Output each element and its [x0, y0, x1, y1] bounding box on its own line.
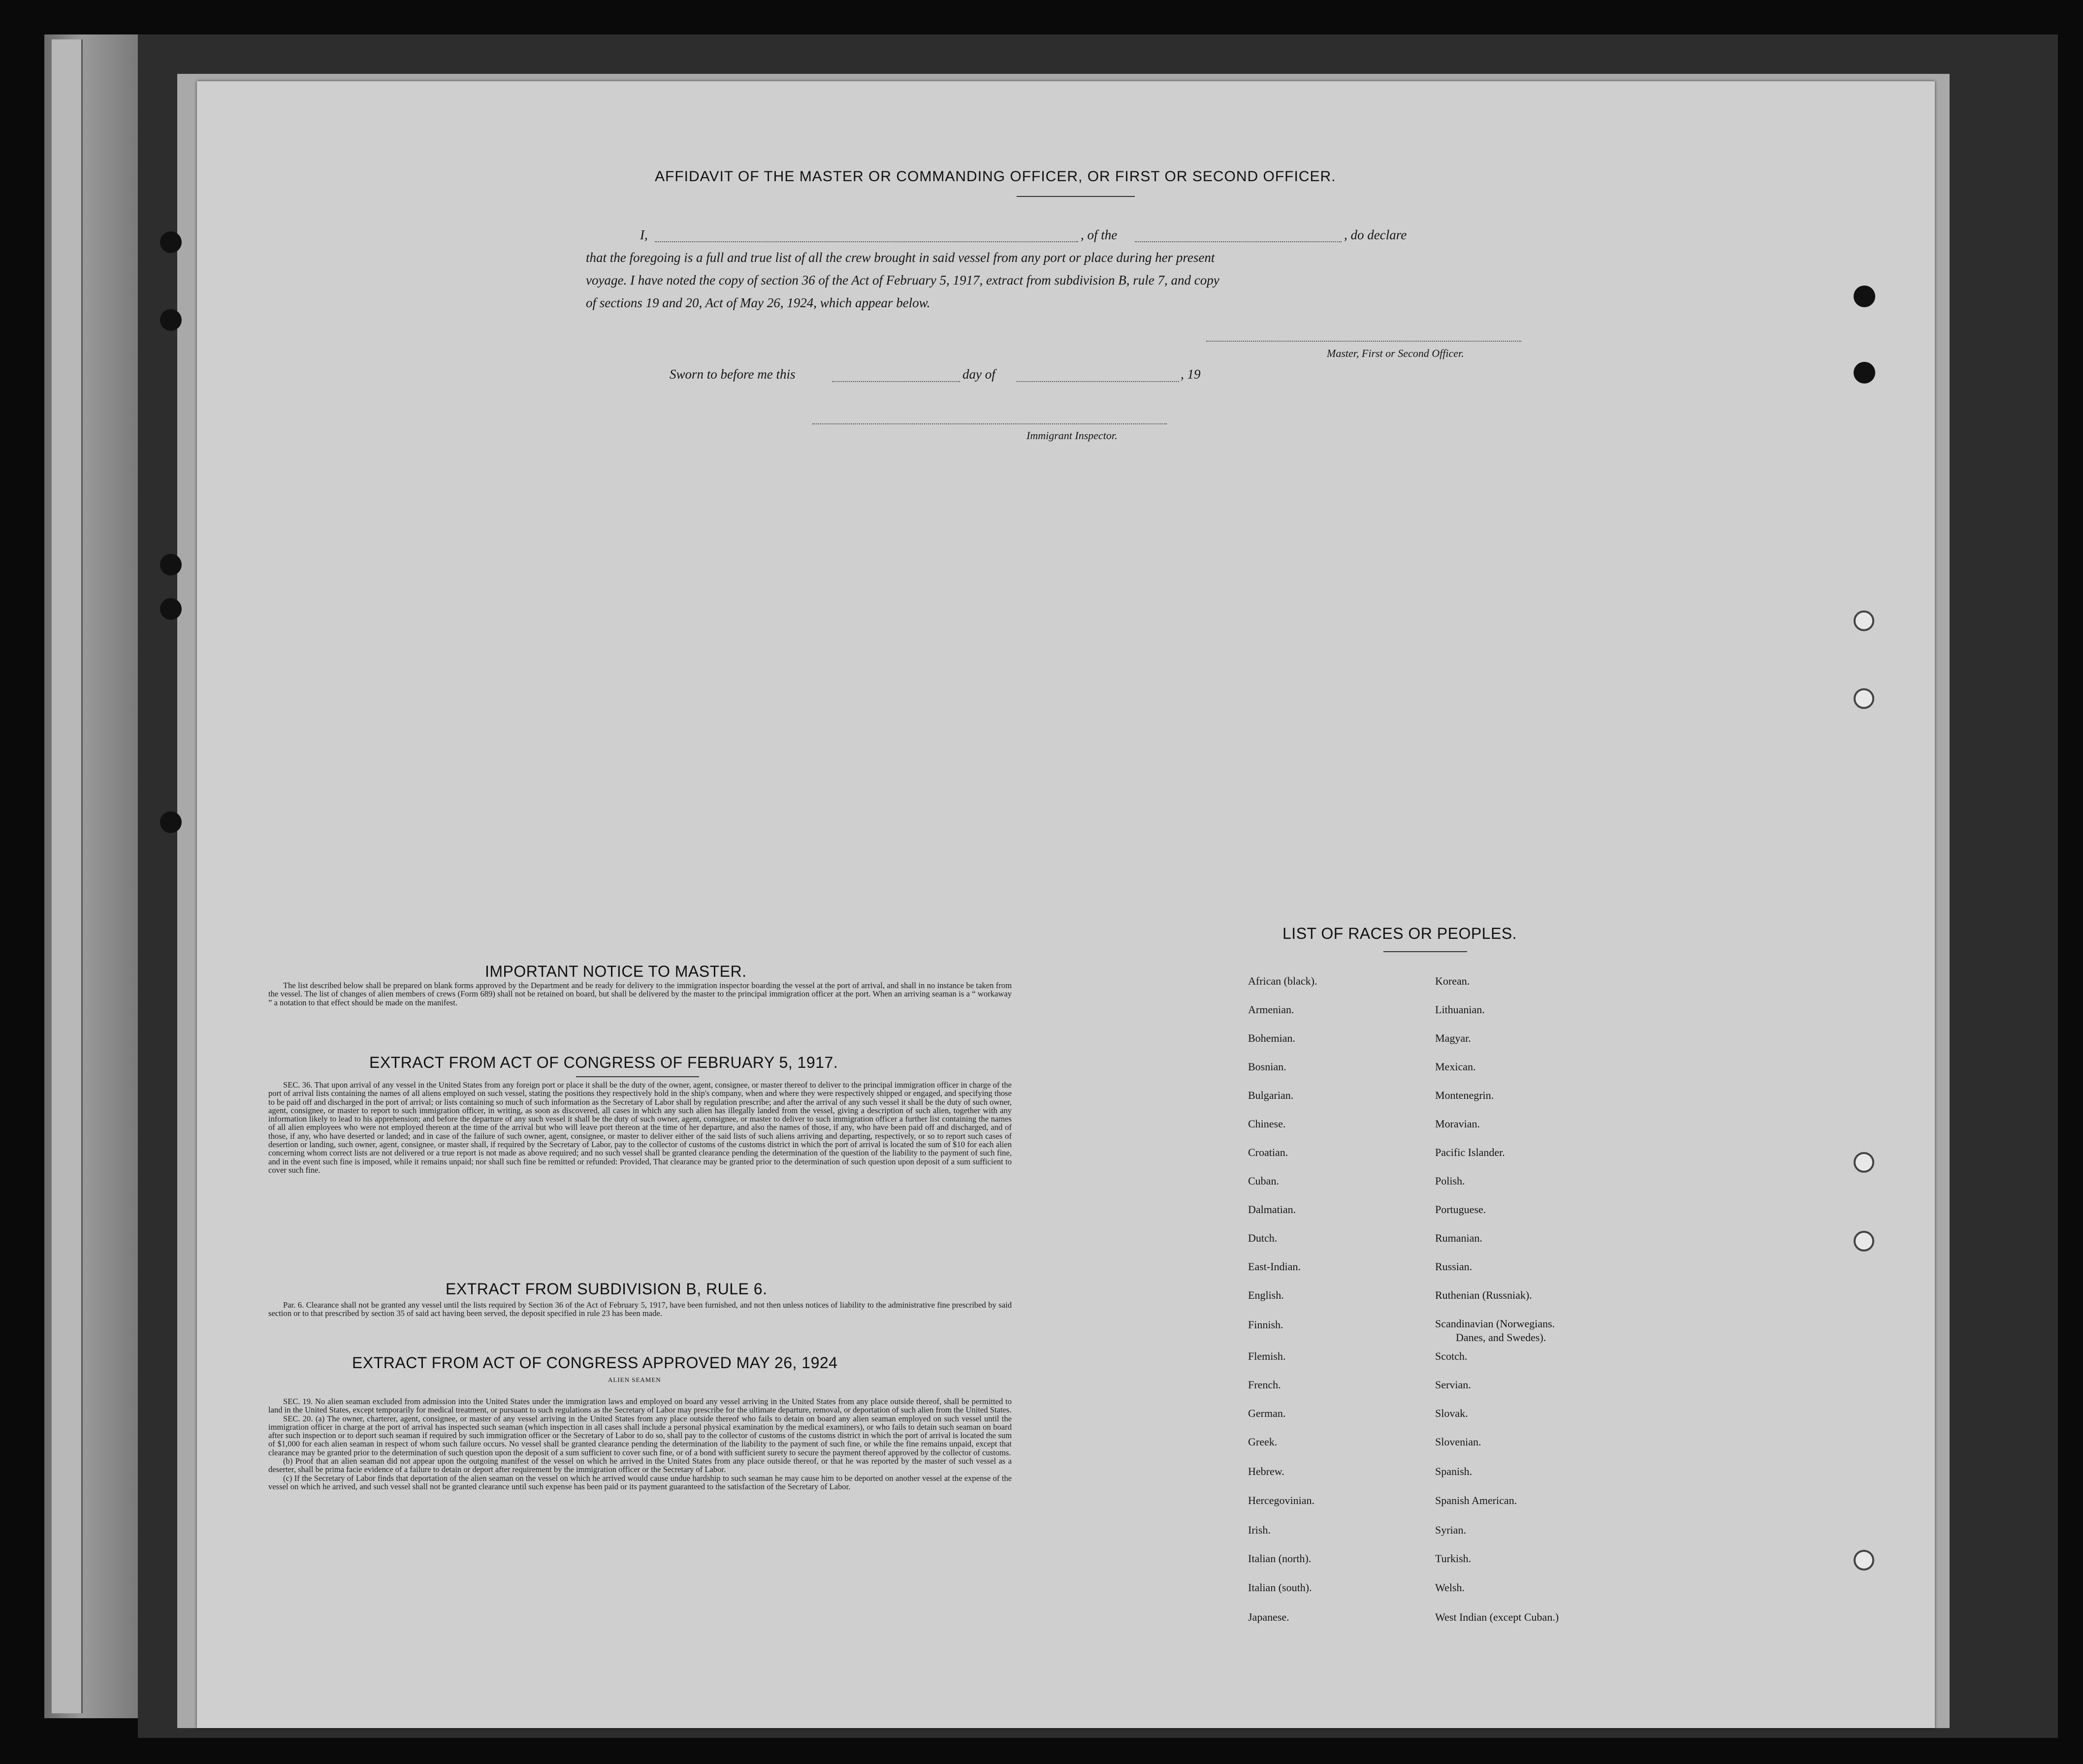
binder-hole	[160, 598, 182, 620]
notice-paragraph: The list described below shall be prepared on blank forms approved by the Department and be ready for delivery to the immigration inspector boarding the vessel at the port of arrival, and shall in no instance be taken from the vessel. The list of changes of alien members of crews (Form 689) shall not be retained on board, but shall be delivered by the master to the principal immigration officer at the port. When an arriving seaman is a “ workaway ” a notation to that effect should be made on the manifest.	[268, 981, 1012, 1007]
binder-hole	[1854, 1550, 1874, 1571]
race-item: Cuban.	[1248, 1175, 1279, 1187]
race-item: Dutch.	[1248, 1232, 1278, 1244]
race-item: Montenegrin.	[1435, 1089, 1494, 1101]
race-item: Pacific Islander.	[1435, 1146, 1505, 1158]
extract-1924-body	[268, 1397, 1012, 1491]
race-item: Slovak.	[1435, 1407, 1468, 1419]
race-item: West Indian (except Cuban.)	[1435, 1611, 1559, 1623]
race-item: Finnish.	[1248, 1318, 1283, 1331]
affidavit-declare: , do declare	[1344, 227, 1407, 242]
race-item: East-Indian.	[1248, 1260, 1301, 1273]
race-item: Spanish.	[1435, 1465, 1473, 1477]
extract-1917-rule	[576, 1076, 699, 1077]
master-caption: Master, First or Second Officer.	[1327, 347, 1464, 359]
race-item: Servian.	[1435, 1379, 1471, 1391]
race-item: Russian.	[1435, 1260, 1473, 1273]
race-item: Slovenian.	[1435, 1436, 1481, 1448]
race-item: Greek.	[1248, 1436, 1278, 1448]
sworn-day-fill-line	[832, 380, 960, 382]
binder-hole	[160, 811, 182, 833]
race-item: Scandinavian (Norwegians.	[1435, 1317, 1555, 1330]
race-item: Flemish.	[1248, 1350, 1286, 1362]
race-item: Bosnian.	[1248, 1060, 1286, 1073]
binder-hole	[1854, 1231, 1874, 1251]
inspector-caption: Immigrant Inspector.	[1026, 429, 1118, 442]
binder-hole	[160, 554, 182, 576]
race-item: Hercegovinian.	[1248, 1494, 1314, 1507]
race-item: Polish.	[1435, 1175, 1465, 1187]
binder-hole	[1854, 688, 1874, 709]
extract-rule6-body	[268, 1301, 1012, 1318]
race-item: Portuguese.	[1435, 1203, 1486, 1216]
race-item: Ruthenian (Russniak).	[1435, 1289, 1532, 1301]
alien-seamen-subhead: ALIEN SEAMEN	[608, 1376, 661, 1383]
race-item: Turkish.	[1435, 1552, 1472, 1565]
race-item: Spanish American.	[1435, 1494, 1517, 1507]
race-item: Irish.	[1248, 1524, 1271, 1536]
affidavit-line-2: that the foregoing is a full and true list of all the crew brought in said vessel from any port or place during her present	[586, 250, 1215, 265]
master-signature-line	[1206, 340, 1521, 342]
rule6-paragraph: Par. 6. Clearance shall not be granted any vessel until the lists required by Section 36 of the Act of February 5, 1917, have been furnished, and not then unless notices of liability to the administrative fine prescribed by said section or to that prescribed by section 35 of said act having been served, the deposit specified in rule 23 has been made.	[268, 1300, 1012, 1318]
race-item: German.	[1248, 1407, 1286, 1419]
extract-rule6-title: EXTRACT FROM SUBDIVISION B, RULE 6.	[446, 1280, 768, 1298]
sec19-paragraph: SEC. 19. No alien seaman excluded from admission into the United States under the immigration laws and employed on board any vessel arriving in the United States from any place outside thereof, shall be permitted to land in the United States, except temporarily for medical treatment, or pursuant to such regulations as the Secretary of Labor may prescribe for the ultimate departure, removal, or deportation of such alien from the United States.	[268, 1397, 1012, 1415]
race-item: French.	[1248, 1379, 1281, 1391]
binder-hole	[1854, 1152, 1874, 1173]
sworn-text: Sworn to before me this	[670, 367, 796, 382]
month-fill-line	[1017, 380, 1179, 382]
race-item: Rumanian.	[1435, 1232, 1482, 1244]
sec36-paragraph: SEC. 36. That upon arrival of any vessel in the United States from any foreign port or place it shall be the duty of the owner, agent, consignee, or master thereof to deliver to the principal immigration officer in charge of the port of arrival lists containing the names of all aliens employed on such vessel, stating the positions they respectively hold in the ship's company, when and where they were respectively shipped or engaged, and specifying those to be paid off and discharged in the port of arrival; or lists containing so much of such information as the Secretary of Labor shall by regulation prescribe; and after the arrival of any such vessel it shall be the duty of such owner, agent, consignee, or master to report to such immigration officer, in writing, as soon as discovered, all cases in which any such alien has illegally landed from the vessel, giving a description of such alien, together with any information likely to lead to his apprehension; and before the departure of any such vessel it shall be the duty of such owner, agent, consignee, or master to deliver to such immigration officer a further list containing the names of all alien employees who were not employed thereon at the time of the arrival but who will leave port thereon at the time of her departure, and also the names of those, if any, who have been paid off and discharged, and of those, if any, who have deserted or landed; and in case of the failure of such owner, agent, consignee, or master to deliver either of the said lists of such aliens arriving and departing, respectively, or so to report such cases of desertion or landing, such owner, agent, consignee, or master shall, if required by the Secretary of Labor, pay to the collector of customs of the customs district in which the port of arrival is located the sum of $10 for each alien concerning whom correct lists are not delivered or a true report is not made as above required; and no such vessel shall be granted clearance pending the determination of the question of the liability to the payment of such fine, and in the event such fine is imposed, while it remains unpaid; nor shall such fine be remitted or refunded: Provided, That clearance may be granted prior to the determination of such question upon deposit of a sum sufficient to cover such fine.	[268, 1080, 1012, 1175]
name-fill-line	[655, 240, 1078, 242]
sec20b-paragraph: (b) Proof that an alien seaman did not appear upon the outgoing manifest of the vessel on which he arrived in the United States from any place outside thereof, or that he was reported by the master of such vessel as a deserter, shall be prima facie evidence of a failure to detain or deport after requirement by the immigration officer or the Secretary of Labor.	[268, 1456, 1012, 1475]
race-item: Moravian.	[1435, 1118, 1480, 1130]
race-item: Chinese.	[1248, 1118, 1286, 1130]
affidavit-i: I,	[640, 227, 648, 242]
race-item: Magyar.	[1435, 1032, 1471, 1044]
affidavit-line-4: of sections 19 and 20, Act of May 26, 1924, which appear below.	[586, 295, 930, 310]
extract-1924-title: EXTRACT FROM ACT OF CONGRESS APPROVED MAY 26, 1924	[352, 1354, 838, 1372]
race-item: Croatian.	[1248, 1146, 1288, 1158]
affidavit-title: AFFIDAVIT OF THE MASTER OR COMMANDING OFFICER, OR FIRST OR SECOND OFFICER.	[655, 168, 1336, 185]
race-item: Syrian.	[1435, 1524, 1466, 1536]
binder-hole	[1854, 286, 1875, 307]
race-item: Lithuanian.	[1435, 1003, 1485, 1016]
binder-hole	[160, 309, 182, 331]
inspector-signature-line	[812, 422, 1167, 424]
race-item: Scotch.	[1435, 1350, 1468, 1362]
vessel-fill-line	[1135, 240, 1342, 242]
year-prefix: , 19	[1181, 367, 1201, 382]
race-item: Japanese.	[1248, 1611, 1289, 1623]
race-item: Bulgarian.	[1248, 1089, 1294, 1101]
races-title-rule	[1383, 951, 1467, 952]
extract-1917-body	[268, 1081, 1012, 1174]
race-item: African (black).	[1248, 975, 1317, 987]
extract-1917-title: EXTRACT FROM ACT OF CONGRESS OF FEBRUARY 5, 1917.	[369, 1054, 838, 1071]
affidavit-line-3: voyage. I have noted the copy of section 36 of the Act of February 5, 1917, extract from subdivision B, rule 7, and copy	[586, 273, 1219, 288]
binder-hole	[1854, 610, 1874, 631]
race-item: English.	[1248, 1289, 1284, 1301]
affidavit-of-the: , of the	[1081, 227, 1118, 242]
binder-hole	[160, 231, 182, 253]
binder-hole	[1854, 362, 1875, 384]
race-item: Hebrew.	[1248, 1465, 1284, 1477]
race-item: Bohemian.	[1248, 1032, 1295, 1044]
race-item: Welsh.	[1435, 1581, 1465, 1594]
race-item: Dalmatian.	[1248, 1203, 1296, 1216]
race-item: Mexican.	[1435, 1060, 1476, 1073]
sec20c-paragraph: (c) If the Secretary of Labor finds that deportation of the alien seaman on the vessel on which he arrived would cause undue hardship to such seaman he may cause him to be deported on another vessel at the expense of the vessel on which he arrived, and such vessel shall not be granted clearance until such expense has been paid or its payment guaranteed to the satisfaction of the Secretary of Labor.	[268, 1473, 1012, 1491]
race-item: Armenian.	[1248, 1003, 1294, 1016]
day-of-text: day of	[962, 367, 995, 382]
race-item: Italian (north).	[1248, 1552, 1312, 1565]
races-title: LIST OF RACES OR PEOPLES.	[1282, 925, 1517, 942]
sec20a-paragraph: SEC. 20. (a) The owner, charterer, agent, consignee, or master of any vessel arriving in the United States from any place outside thereof who fails to detain on board any alien seaman employed on such vessel until the immigration officer in charge at the port of arrival has inspected such seaman (which inspection in all cases shall include a personal physical examination by the medical examiners), or who fails to detain such seaman on board after such inspection or to deport such seaman if required by such immigration officer or the Secretary of Labor to do so, shall pay to the collector of customs of the customs district in which the port of arrival is located the sum of $1,000 for each alien seaman in respect of whom such failure occurs. No vessel shall be granted clearance pending the determination of the liability to the payment of such fine, or while the fine remains unpaid, except that clearance may be granted prior to the determination of such question upon the deposit of a sum sufficient to cover such fine, or of a bond with sufficient surety to secure the payment thereof approved by the collector of customs.	[268, 1413, 1012, 1457]
race-item: Danes, and Swedes).	[1456, 1331, 1546, 1344]
title-rule	[1017, 196, 1135, 197]
race-item: Italian (south).	[1248, 1581, 1312, 1594]
notice-title: IMPORTANT NOTICE TO MASTER.	[485, 962, 747, 980]
notice-body	[268, 981, 1012, 1007]
binder-strip	[52, 39, 83, 1713]
race-item: Korean.	[1435, 975, 1470, 987]
